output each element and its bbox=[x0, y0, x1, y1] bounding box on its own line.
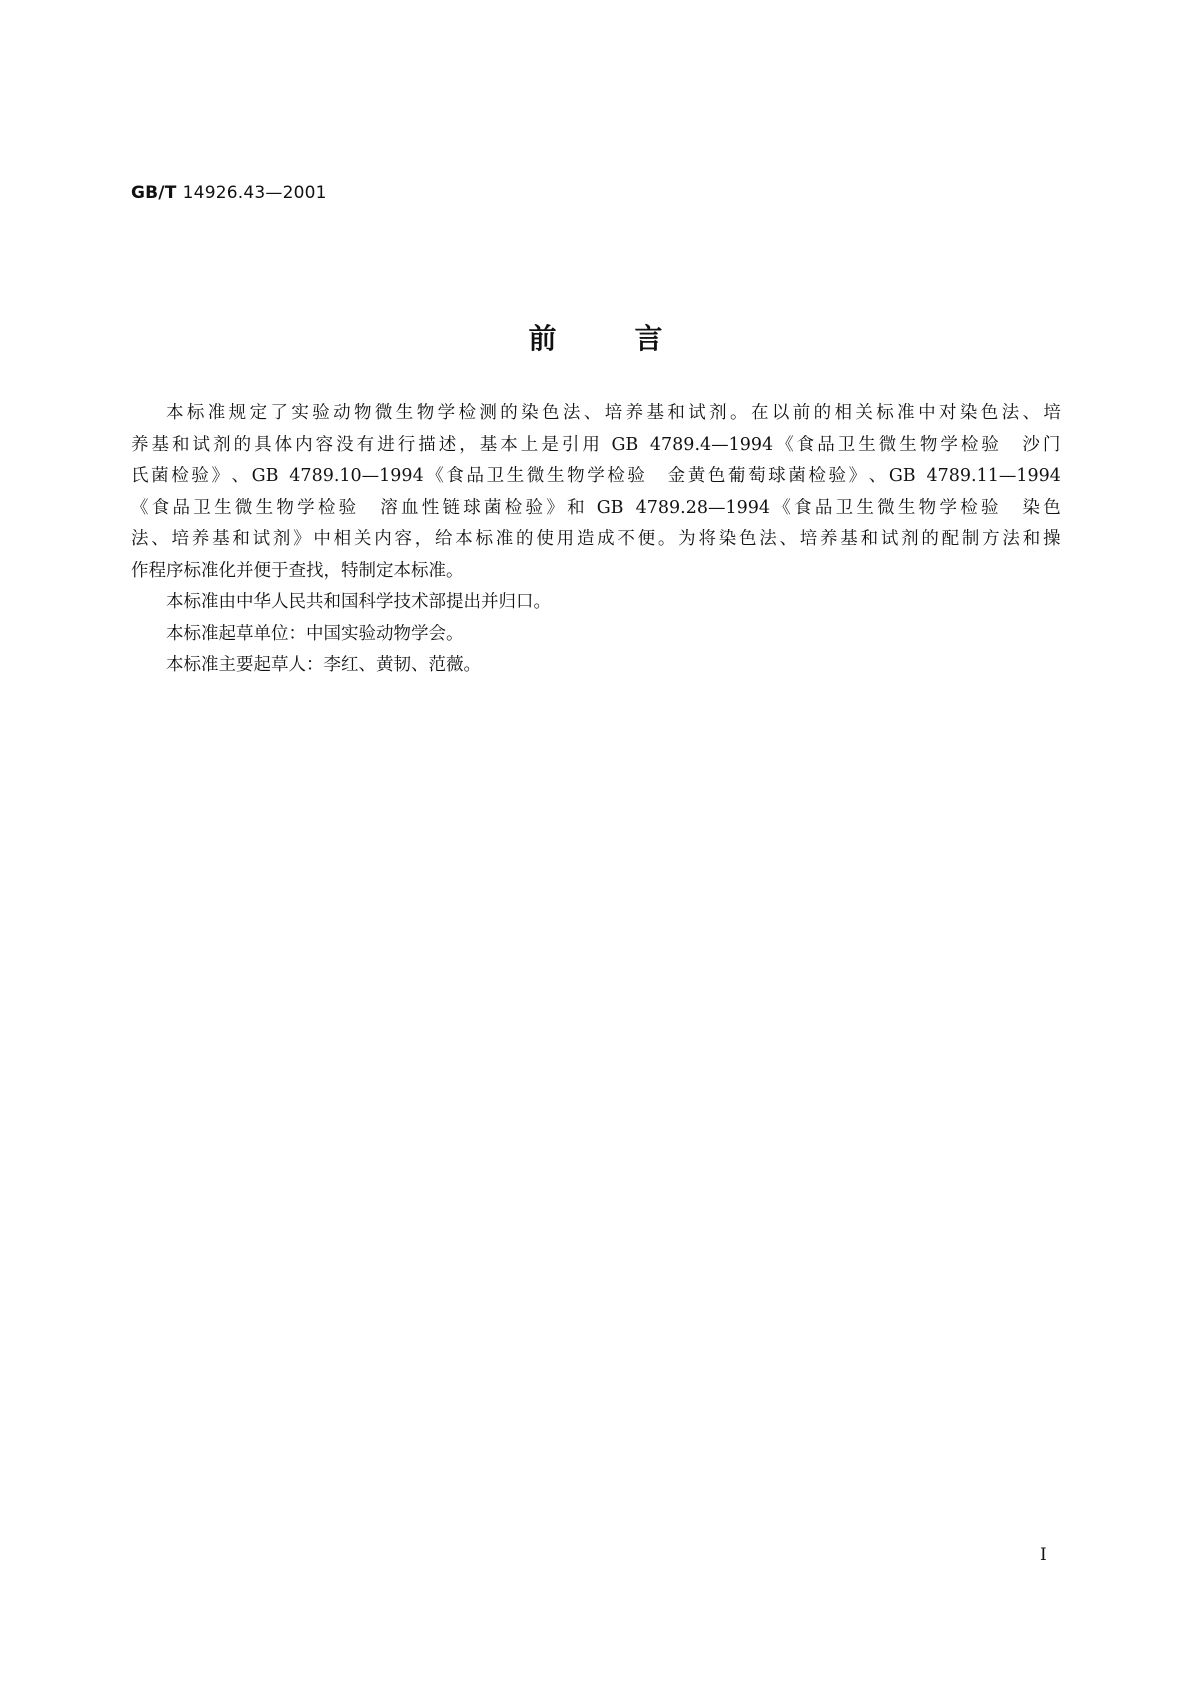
line-glyph: 容 bbox=[315, 434, 334, 455]
line-glyph: 对 bbox=[938, 403, 957, 423]
paragraph-3: 本标准起草单位：中国实验动物学会。 bbox=[166, 623, 464, 644]
line-glyph: 》 bbox=[848, 466, 867, 486]
line-glyph: 用 bbox=[556, 529, 575, 549]
line-glyph: 剂 bbox=[213, 434, 231, 455]
line-glyph: 将 bbox=[698, 529, 716, 549]
line-glyph: 本 bbox=[455, 529, 473, 549]
line-glyph: 生 bbox=[858, 434, 876, 455]
paragraph-4: 本标准主要起草人：李红、黄韧、范薇。 bbox=[166, 655, 481, 675]
line-glyph: 物 bbox=[918, 497, 937, 518]
line-glyph: 相 bbox=[834, 403, 852, 423]
line-glyph: 、 bbox=[779, 529, 797, 549]
line-glyph: 染 bbox=[718, 529, 737, 549]
page-number: I bbox=[1040, 1545, 1047, 1565]
line-glyph: 血 bbox=[400, 497, 419, 518]
line-glyph: 检 bbox=[504, 497, 523, 518]
line-glyph bbox=[918, 461, 924, 493]
line-glyph: 造 bbox=[576, 529, 595, 549]
line-glyph: 和 bbox=[860, 529, 879, 549]
line-glyph: 品 bbox=[817, 434, 835, 455]
line-glyph bbox=[1002, 493, 1020, 525]
line-glyph bbox=[603, 430, 609, 462]
line-glyph: 前 bbox=[792, 403, 811, 423]
line-glyph: 培 bbox=[799, 529, 818, 549]
paragraph-1-line-1 bbox=[131, 398, 1061, 430]
line-glyph: 检 bbox=[171, 466, 189, 486]
line-glyph: 微 bbox=[526, 466, 545, 486]
line-glyph: 《 bbox=[776, 434, 794, 455]
line-glyph: 》 bbox=[546, 497, 564, 518]
line-glyph: 链 bbox=[442, 497, 460, 518]
line-glyph: 生 bbox=[897, 497, 916, 518]
line-glyph: 便 bbox=[637, 529, 656, 549]
line-glyph: 准 bbox=[897, 403, 915, 423]
line-glyph: 、 bbox=[151, 529, 169, 549]
line-glyph: 染 bbox=[959, 403, 978, 423]
line-glyph: 有 bbox=[356, 434, 375, 455]
line-glyph: 测 bbox=[479, 403, 497, 423]
line-glyph: 检 bbox=[317, 497, 336, 518]
line-glyph: 规 bbox=[228, 403, 247, 423]
line-glyph: 剂 bbox=[272, 529, 291, 549]
line-glyph: 4789.4—1994 bbox=[649, 434, 774, 455]
line-glyph: 生 bbox=[899, 434, 917, 455]
paragraph-1-line-4 bbox=[131, 493, 1061, 525]
foreword-body bbox=[131, 398, 1061, 682]
line-glyph: 物 bbox=[354, 403, 372, 423]
paragraph-2: 本标准由中华人民共和国科学技术部提出并归口。 bbox=[166, 592, 551, 612]
line-glyph: 养 bbox=[191, 529, 210, 549]
line-glyph: 食 bbox=[796, 434, 815, 455]
line-glyph: 验 bbox=[828, 466, 846, 486]
line-glyph: 的 bbox=[813, 403, 832, 423]
line-glyph: 验 bbox=[980, 497, 999, 518]
line-glyph: 培 bbox=[171, 529, 190, 549]
line-glyph: 生 bbox=[506, 466, 525, 486]
line-glyph: 养 bbox=[131, 434, 149, 455]
line-glyph: 学 bbox=[297, 497, 315, 518]
line-glyph: 4789.10—1994 bbox=[289, 466, 424, 486]
line-glyph: 》 bbox=[211, 466, 229, 486]
line-glyph: 检 bbox=[960, 434, 979, 455]
line-glyph: 检 bbox=[607, 466, 625, 486]
line-glyph: 配 bbox=[941, 529, 960, 549]
line-glyph: 中 bbox=[313, 529, 331, 549]
line-glyph: 色 bbox=[738, 529, 757, 549]
line-glyph: 性 bbox=[421, 497, 440, 518]
paragraph-1-line-6: 作程序标准化并便于查找，特制定本标准。 bbox=[131, 560, 464, 581]
line-glyph: 使 bbox=[536, 529, 554, 549]
line-glyph: 实 bbox=[291, 403, 309, 423]
line-glyph: 卫 bbox=[486, 466, 505, 486]
line-glyph: 培 bbox=[1043, 403, 1061, 423]
line-glyph: 卫 bbox=[835, 497, 854, 518]
line-glyph: 准 bbox=[495, 529, 514, 549]
line-glyph: 微 bbox=[878, 434, 897, 455]
line-glyph: GB bbox=[888, 466, 916, 486]
line-glyph: 标 bbox=[876, 403, 894, 423]
line-glyph: 中 bbox=[918, 403, 936, 423]
line-glyph: 检 bbox=[458, 403, 476, 423]
line-glyph: 生 bbox=[214, 497, 232, 518]
line-glyph: 生 bbox=[255, 497, 274, 518]
line-glyph: 检 bbox=[960, 497, 978, 518]
line-glyph: 卫 bbox=[837, 434, 856, 455]
line-glyph: 基 bbox=[479, 434, 498, 455]
line-glyph: 微 bbox=[374, 403, 393, 423]
line-glyph: 具 bbox=[254, 434, 272, 455]
line-glyph: 剂 bbox=[901, 529, 919, 549]
line-glyph: 为 bbox=[678, 529, 696, 549]
line-glyph: 微 bbox=[234, 497, 253, 518]
line-glyph: 的 bbox=[500, 403, 518, 423]
line-glyph: 的 bbox=[233, 434, 252, 455]
line-glyph: 养 bbox=[625, 403, 644, 423]
line-glyph: 物 bbox=[919, 434, 938, 455]
line-glyph: 验 bbox=[627, 466, 645, 486]
line-glyph: ， bbox=[459, 434, 477, 455]
line-glyph: 色 bbox=[707, 466, 726, 486]
line-glyph: 品 bbox=[466, 466, 485, 486]
line-glyph: GB bbox=[611, 434, 639, 455]
line-glyph: 染 bbox=[1022, 497, 1040, 518]
line-glyph: 本 bbox=[500, 434, 518, 455]
line-glyph: 食 bbox=[446, 466, 464, 486]
line-glyph: 相 bbox=[333, 529, 352, 549]
line-glyph: 。 bbox=[657, 529, 676, 549]
line-glyph: 法 bbox=[1002, 529, 1020, 549]
line-glyph bbox=[359, 493, 377, 525]
line-glyph: 试 bbox=[688, 403, 706, 423]
line-glyph: 基 bbox=[212, 529, 230, 549]
line-glyph: 验 bbox=[525, 497, 544, 518]
paragraph-1-line-3 bbox=[131, 461, 1061, 493]
line-glyph: 。 bbox=[730, 403, 748, 423]
line-glyph bbox=[648, 461, 666, 493]
line-glyph: 氏 bbox=[131, 466, 149, 486]
line-glyph: 进 bbox=[377, 434, 395, 455]
line-glyph: 基 bbox=[646, 403, 664, 423]
line-glyph: 体 bbox=[274, 434, 293, 455]
line-glyph: 4789.11—1994 bbox=[926, 466, 1061, 486]
line-glyph: 卫 bbox=[193, 497, 211, 518]
standard-code bbox=[131, 183, 327, 203]
standard-prefix: GB/T bbox=[131, 183, 177, 203]
line-glyph: 《 bbox=[131, 497, 149, 518]
line-glyph: GB bbox=[251, 466, 279, 486]
line-glyph: 述 bbox=[438, 434, 457, 455]
line-glyph: 法 bbox=[1001, 403, 1020, 423]
line-glyph: 学 bbox=[437, 403, 456, 423]
line-glyph: 给 bbox=[434, 529, 453, 549]
line-glyph: 行 bbox=[397, 434, 416, 455]
line-glyph: 标 bbox=[186, 403, 205, 423]
line-glyph: ， bbox=[414, 529, 433, 549]
line-glyph bbox=[627, 493, 633, 525]
line-glyph: 标 bbox=[475, 529, 494, 549]
line-glyph: 萄 bbox=[748, 466, 766, 486]
line-glyph: 溶 bbox=[380, 497, 398, 518]
line-glyph: 培 bbox=[604, 403, 623, 423]
line-glyph: 验 bbox=[312, 403, 330, 423]
line-glyph: 物 bbox=[276, 497, 294, 518]
line-glyph: 准 bbox=[207, 403, 226, 423]
line-glyph: 上 bbox=[520, 434, 539, 455]
line-glyph: 色 bbox=[980, 403, 999, 423]
line-glyph: 动 bbox=[333, 403, 351, 423]
line-glyph: 学 bbox=[939, 497, 957, 518]
line-glyph bbox=[641, 430, 647, 462]
line-glyph: 、 bbox=[231, 466, 250, 486]
line-glyph: 学 bbox=[940, 434, 958, 455]
line-glyph: 4789.28—1994 bbox=[635, 497, 771, 518]
line-glyph: 引 bbox=[561, 434, 580, 455]
line-glyph: 验 bbox=[191, 466, 209, 486]
line-glyph: 和 bbox=[232, 529, 250, 549]
line-glyph: 是 bbox=[541, 434, 559, 455]
line-glyph: 、 bbox=[583, 403, 602, 423]
line-glyph: 基 bbox=[840, 529, 858, 549]
line-glyph: 葡 bbox=[727, 466, 746, 486]
line-glyph: 和 bbox=[567, 497, 585, 518]
line-glyph: 基 bbox=[151, 434, 170, 455]
line-glyph: 生 bbox=[395, 403, 414, 423]
line-glyph: 操 bbox=[1042, 529, 1061, 549]
standard-number: 14926.43—2001 bbox=[182, 183, 327, 203]
line-glyph: 的 bbox=[921, 529, 939, 549]
line-glyph: 沙 bbox=[1022, 434, 1040, 455]
line-glyph: 验 bbox=[338, 497, 357, 518]
line-glyph: 验 bbox=[981, 434, 999, 455]
line-glyph bbox=[1002, 430, 1020, 462]
line-glyph: 本 bbox=[166, 403, 184, 423]
line-glyph: 定 bbox=[249, 403, 268, 423]
line-glyph: GB bbox=[596, 497, 624, 518]
line-glyph: 食 bbox=[794, 497, 812, 518]
line-glyph: 法 bbox=[131, 529, 149, 549]
line-glyph: 制 bbox=[961, 529, 980, 549]
line-glyph: 用 bbox=[582, 434, 600, 455]
paragraph-1-line-2 bbox=[131, 430, 1061, 462]
line-glyph: 色 bbox=[1043, 497, 1061, 518]
line-glyph: 内 bbox=[295, 434, 313, 455]
line-glyph: 剂 bbox=[709, 403, 727, 423]
line-glyph: 的 bbox=[516, 529, 534, 549]
line-glyph: 容 bbox=[394, 529, 412, 549]
line-glyph: 方 bbox=[982, 529, 1000, 549]
line-glyph: 养 bbox=[820, 529, 838, 549]
line-glyph: 不 bbox=[617, 529, 635, 549]
line-glyph: 关 bbox=[855, 403, 873, 423]
line-glyph bbox=[281, 461, 287, 493]
line-glyph: 生 bbox=[856, 497, 874, 518]
line-glyph: 菌 bbox=[788, 466, 806, 486]
line-glyph: 以 bbox=[771, 403, 790, 423]
line-glyph: 门 bbox=[1042, 434, 1061, 455]
line-glyph: 生 bbox=[546, 466, 565, 486]
line-glyph: 菌 bbox=[151, 466, 169, 486]
line-glyph: 了 bbox=[270, 403, 288, 423]
line-glyph: 》 bbox=[293, 529, 311, 549]
line-glyph: 、 bbox=[868, 466, 887, 486]
line-glyph: 品 bbox=[172, 497, 191, 518]
line-glyph: 试 bbox=[880, 529, 899, 549]
line-glyph: 染 bbox=[521, 403, 539, 423]
line-glyph: 品 bbox=[814, 497, 833, 518]
line-glyph: 微 bbox=[877, 497, 895, 518]
line-glyph: 法 bbox=[759, 529, 777, 549]
line-glyph bbox=[588, 493, 594, 525]
line-glyph: 内 bbox=[374, 529, 392, 549]
foreword-title: 前言 bbox=[528, 322, 741, 355]
line-glyph: 和 bbox=[667, 403, 685, 423]
line-glyph: 成 bbox=[597, 529, 615, 549]
paragraph-1-line-5 bbox=[131, 524, 1061, 556]
line-glyph: 在 bbox=[750, 403, 769, 423]
line-glyph: 球 bbox=[463, 497, 481, 518]
line-glyph: 法 bbox=[562, 403, 581, 423]
line-glyph: 球 bbox=[768, 466, 786, 486]
line-glyph: 菌 bbox=[484, 497, 502, 518]
line-glyph: 没 bbox=[336, 434, 354, 455]
line-glyph: 食 bbox=[151, 497, 170, 518]
line-glyph: 黄 bbox=[687, 466, 706, 486]
line-glyph: 物 bbox=[416, 403, 435, 423]
line-glyph: 检 bbox=[808, 466, 826, 486]
line-glyph: 金 bbox=[667, 466, 686, 486]
line-glyph: 物 bbox=[567, 466, 585, 486]
line-glyph: 关 bbox=[353, 529, 372, 549]
line-glyph: 和 bbox=[1022, 529, 1041, 549]
line-glyph: 色 bbox=[542, 403, 560, 423]
line-glyph: 试 bbox=[192, 434, 211, 455]
line-glyph: 《 bbox=[426, 466, 444, 486]
line-glyph: 和 bbox=[172, 434, 190, 455]
line-glyph: 学 bbox=[587, 466, 605, 486]
line-glyph: 、 bbox=[1022, 403, 1041, 423]
line-glyph: 描 bbox=[418, 434, 436, 455]
line-glyph: 试 bbox=[252, 529, 271, 549]
line-glyph: 《 bbox=[773, 497, 791, 518]
